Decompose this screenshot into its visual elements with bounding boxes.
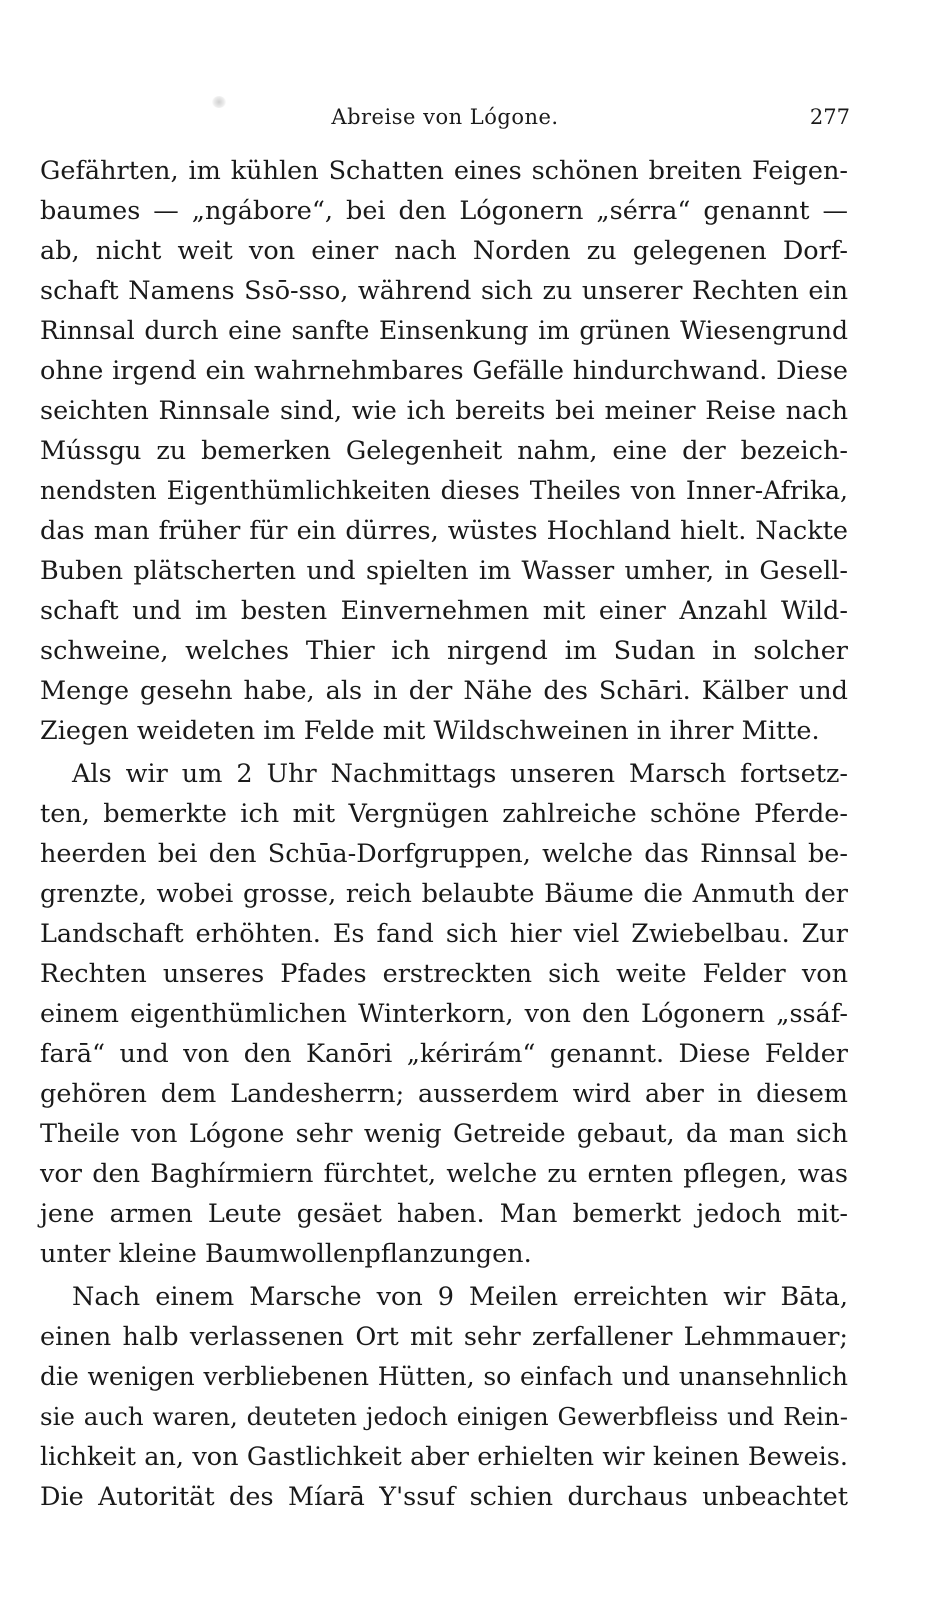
text-line: Nach einem Marsche von 9 Meilen erreichten wir Bāta, <box>72 1282 848 1312</box>
body-text <box>40 151 848 1517</box>
paragraph <box>40 1277 848 1517</box>
running-head <box>40 102 850 132</box>
text-line: grenzte, wobei grosse, reich belaubte Bäume die Anmuth der <box>40 879 848 909</box>
text-line: jene armen Leute gesäet haben. Man bemerkt jedoch mit- <box>40 1199 848 1229</box>
text-line: lichkeit an, von Gastlichkeit aber erhielten wir keinen Beweis. <box>40 1442 848 1472</box>
text-line: ohne irgend ein wahrnehmbares Gefälle hindurchwand. Diese <box>40 356 848 386</box>
text-line: Buben plätscherten und spielten im Wasser umher, in Gesell- <box>40 556 848 586</box>
text-line: Rechten unseres Pfades erstreckten sich weite Felder von <box>40 959 848 989</box>
text-line: Die Autorität des Míarā Y'ssuf schien durchaus unbeachtet <box>40 1482 848 1512</box>
text-line: heerden bei den Schūa-Dorfgruppen, welche das Rinnsal be- <box>40 839 848 869</box>
text-line: Mússgu zu bemerken Gelegenheit nahm, eine der bezeich- <box>40 436 848 466</box>
text-line: gehören dem Landesherrn; ausserdem wird aber in diesem <box>40 1079 848 1109</box>
text-line: Ziegen weideten im Felde mit Wildschweinen in ihrer Mitte. <box>40 716 820 746</box>
text-line: seichten Rinnsale sind, wie ich bereits bei meiner Reise nach <box>40 396 848 426</box>
text-line: schaft und im besten Einvernehmen mit einer Anzahl Wild- <box>40 596 848 626</box>
text-line: Rinnsal durch eine sanfte Einsenkung im grünen Wiesengrund <box>40 316 848 345</box>
text-line: farā“ und von den Kanōri „kérirám“ genannt. Diese Felder <box>40 1039 848 1069</box>
text-line: Gefährten, im kühlen Schatten eines schönen breiten Feigen- <box>40 156 848 186</box>
text-line: baumes — „ngábore“, bei den Lógonern „sérra“ genannt — <box>40 196 848 226</box>
text-line: schaft Namens Ssō-sso, während sich zu unserer Rechten ein <box>40 276 848 306</box>
paragraph <box>40 151 848 751</box>
text-line: Als wir um 2 Uhr Nachmittags unseren Marsch fortsetz- <box>72 759 848 789</box>
text-line: ten, bemerkte ich mit Vergnügen zahlreiche schöne Pferde- <box>40 799 848 829</box>
text-line: Menge gesehn habe, als in der Nähe des Schāri. Kälber und <box>40 676 848 706</box>
text-line: Theile von Lógone sehr wenig Getreide gebaut, da man sich <box>40 1119 848 1149</box>
text-line: vor den Baghírmiern fürchtet, welche zu ernten pflegen, was <box>40 1159 848 1189</box>
running-title: Abreise von Lógone. <box>331 105 559 129</box>
text-line: ab, nicht weit von einer nach Norden zu gelegenen Dorf- <box>40 236 848 266</box>
text-line: unter kleine Baumwollenpflanzungen. <box>40 1239 532 1269</box>
text-line: schweine, welches Thier ich nirgend im Sudan in solcher <box>40 636 848 666</box>
text-line: nendsten Eigenthümlichkeiten dieses Theiles von Inner-Afrika, <box>40 476 848 505</box>
page-number: 277 <box>809 105 850 129</box>
text-line: einen halb verlassenen Ort mit sehr zerfallener Lehmmauer; <box>40 1322 848 1352</box>
text-line: sie auch waren, deuteten jedoch einigen Gewerbfleiss und Rein- <box>40 1402 848 1431</box>
text-line: einem eigenthümlichen Winterkorn, von den Lógonern „ssáf- <box>40 999 848 1029</box>
text-line: die wenigen verbliebenen Hütten, so einfach und unansehnlich <box>40 1362 848 1391</box>
text-line: das man früher für ein dürres, wüstes Hochland hielt. Nackte <box>40 516 848 546</box>
text-line: Landschaft erhöhten. Es fand sich hier viel Zwiebelbau. Zur <box>40 919 848 949</box>
paragraph <box>40 754 848 1274</box>
